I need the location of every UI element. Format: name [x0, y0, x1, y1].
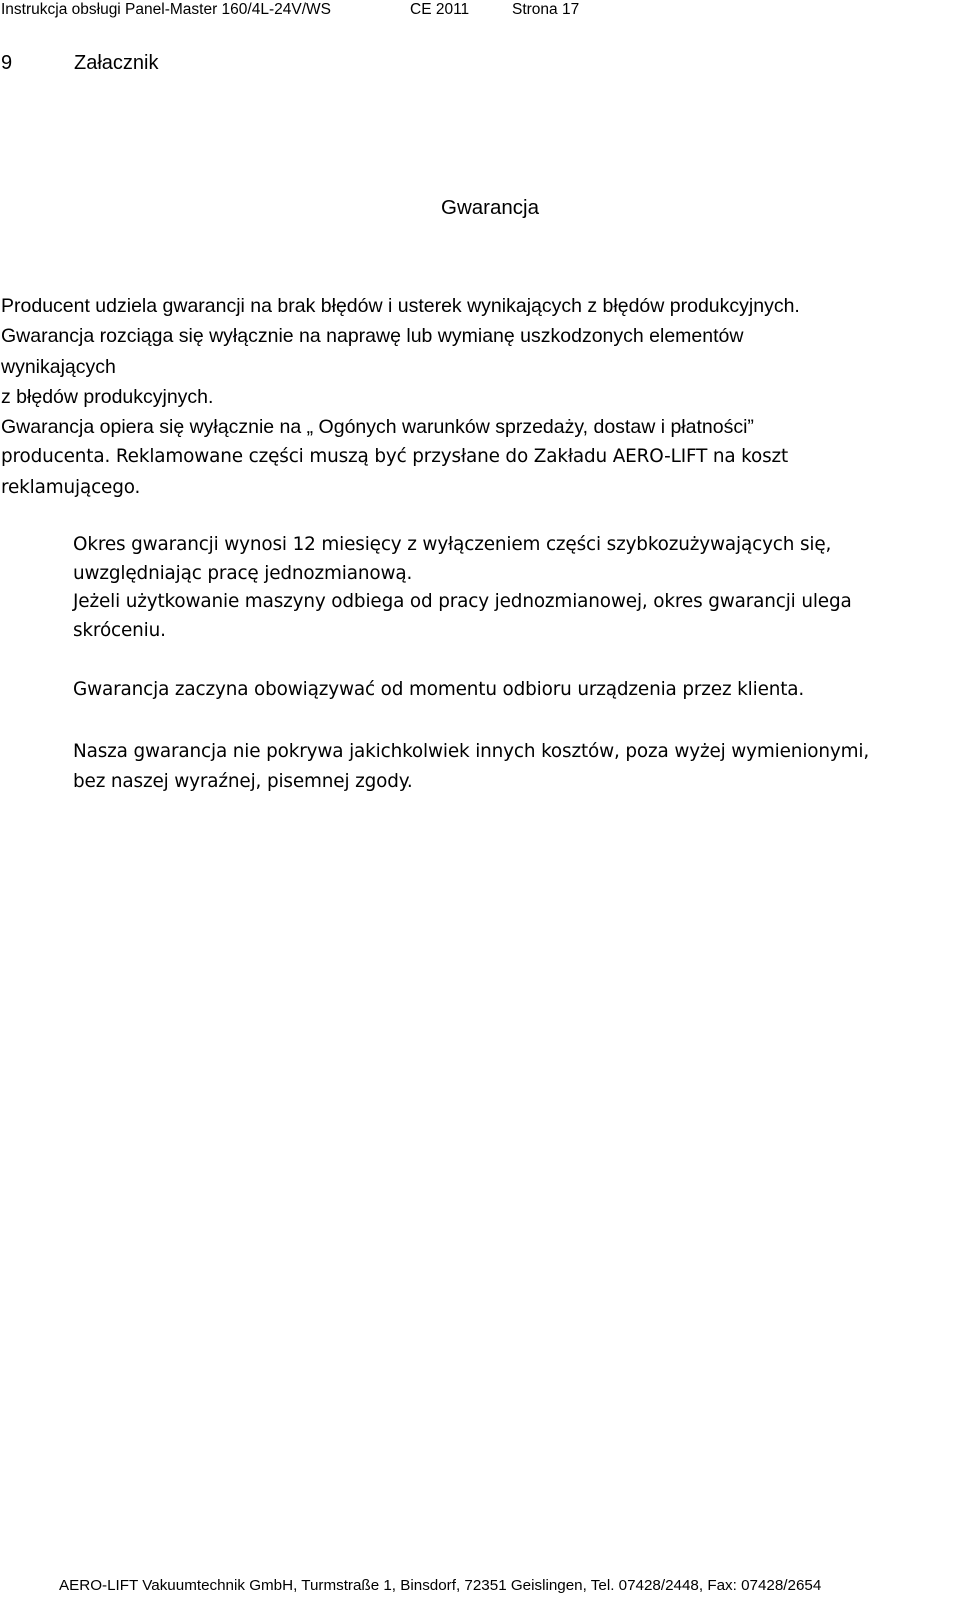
- paragraph-line: Reklamowane części muszą być przysłane do Zakładu AERO-LIFT na koszt: [110, 446, 789, 468]
- header-edition: CE 2011: [410, 1, 470, 18]
- paragraph-line: Gwarancja opiera się wyłącznie na „ Ogónych warunków sprzedaży, dostaw i płatności”: [1, 416, 754, 439]
- section-heading: [1, 51, 158, 75]
- warranty-scope-paragraph: [1, 291, 956, 503]
- warranty-period-paragraph: [73, 531, 953, 645]
- paragraph-line: Okres gwarancji wynosi 12 miesięcy z wyłączeniem części szybkozużywających się,: [73, 534, 832, 555]
- paragraph-line: Jeżeli użytkowanie maszyny odbiega od pracy jednozmianowej, okres gwarancji ulega: [73, 591, 852, 612]
- paragraph-line: bez naszej wyraźnej, pisemnej zgody.: [73, 771, 413, 792]
- paragraph-line: Nasza gwarancja nie pokrywa jakichkolwiek innych kosztów, poza wyżej wymienionymi,: [73, 741, 870, 762]
- paragraph-line: reklamującego.: [1, 476, 141, 498]
- coverage-paragraph: [73, 737, 953, 797]
- paragraph-line: uwzględniając pracę jednozmianową.: [73, 562, 413, 584]
- header-document-title: Instrukcja obsługi Panel-Master 160/4L-24V/WS: [1, 1, 331, 18]
- paragraph-line: z błędów produkcyjnych.: [1, 385, 214, 408]
- page-header: [0, 0, 960, 22]
- paragraph-line: Producent udziela gwarancji na brak błędów i usterek wynikających z błędów produkcyjnych.: [1, 295, 800, 317]
- document-title: Gwarancja: [441, 196, 539, 219]
- paragraph-line: wynikających: [1, 355, 116, 378]
- section-number: 9: [1, 52, 13, 74]
- header-page-number: Strona 17: [512, 1, 580, 18]
- paragraph-line: producenta.: [1, 446, 111, 468]
- section-title: Załacznik: [74, 52, 159, 74]
- paragraph-line: Gwarancja zaczyna obowiązywać od momentu odbioru urządzenia przez klienta.: [73, 679, 805, 700]
- page-footer: AERO-LIFT Vakuumtechnik GmbH, Turmstraße 1, Binsdorf, 72351 Geislingen, Tel. 07428/2448, Fax: 07428/2654: [59, 1577, 822, 1594]
- warranty-start-paragraph: [73, 676, 953, 704]
- paragraph-line: Gwarancja rozciąga się wyłącznie na naprawę lub wymianę uszkodzonych elementów: [1, 325, 744, 348]
- paragraph-line: skróceniu.: [73, 619, 166, 641]
